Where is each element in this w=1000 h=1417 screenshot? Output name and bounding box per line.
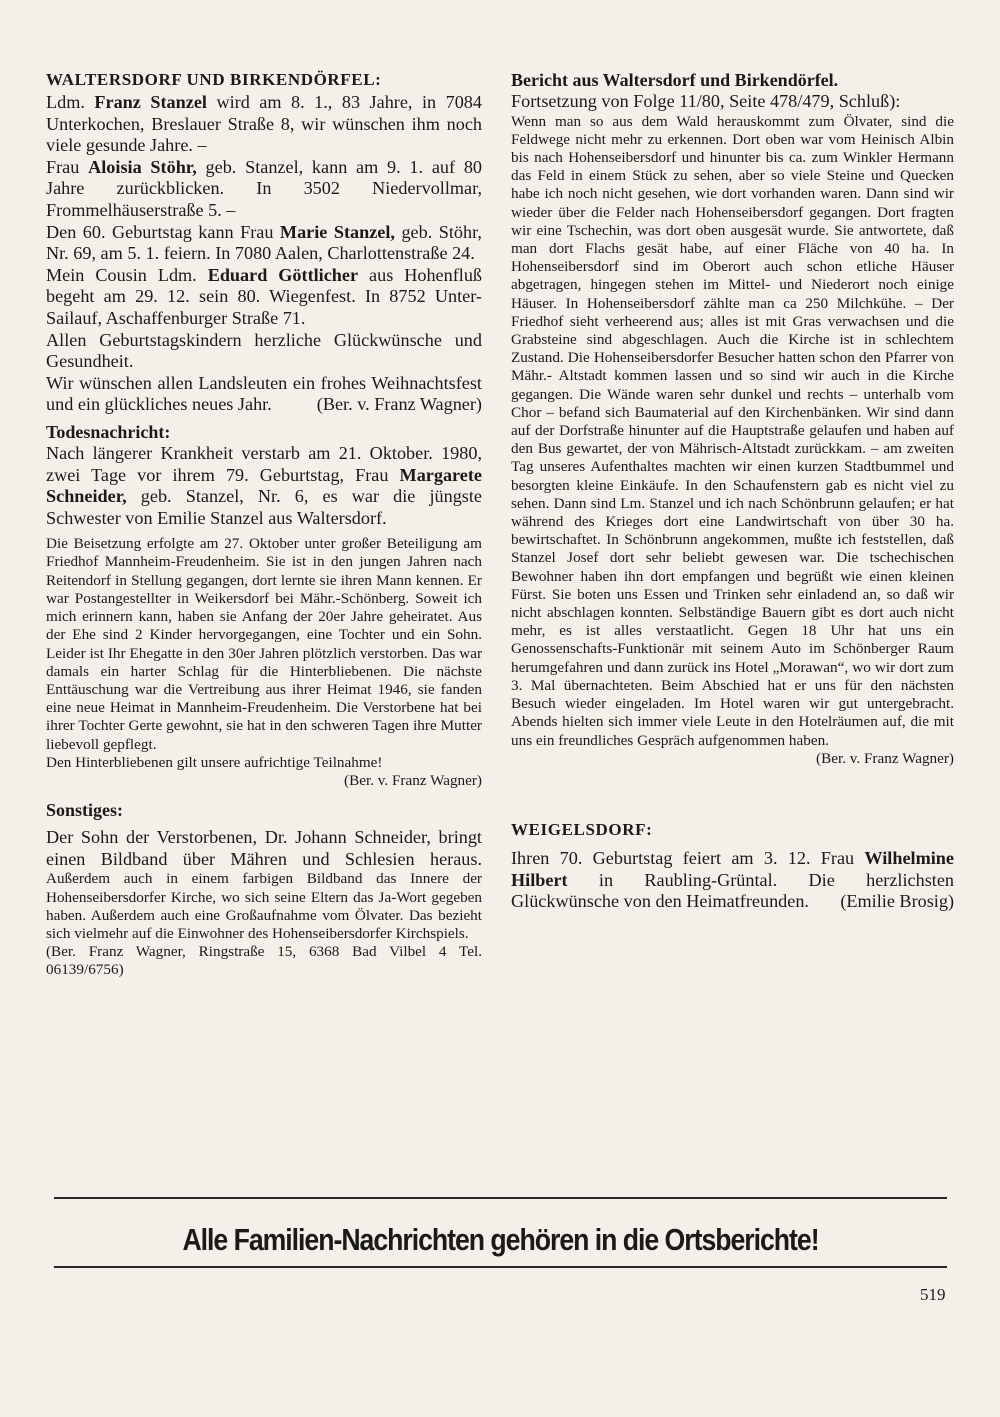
- misc-text: Der Sohn der Verstorbenen, Dr. Johann Schneider, bringt einen Bildband über Mähren und Schlesien heraus. Außerdem auch in einem farbigen Bildband das Innere der Hohenseibersdorfer Kirche, wo sich seine Eltern das Ja-Wort gegeben haben. Außerdem auch eine Großaufnahme vom Ölvater. Das bezieht sich vielmehr auf die Einwohner des Hohenseibersdorfer Kirchspiels.: [46, 827, 482, 942]
- article-title: Bericht aus Waltersdorf und Birkendörfel.: [511, 70, 839, 90]
- section-heading-waltersdorf: WALTERSDORF UND BIRKENDÖRFEL:: [46, 70, 382, 89]
- birthday-entry: Ldm. Franz Stanzel wird am 8. 1., 83 Jahre, in 7084 Unterkochen, Breslauer Straße 8, wir wünschen ihm noch viele gesunde Jahre. –: [46, 92, 482, 156]
- report-credit: (Emilie Brosig): [840, 891, 954, 912]
- birthday-entry: Ihren 70. Geburtstag feiert am 3. 12. Frau Wilhelmine Hilbert in Raubling-Grüntal. Die herzlichsten Glückwünsche von den Heimatfreunden.: [511, 847, 954, 912]
- birthday-entry: Frau Aloisia Stöhr, geb. Stanzel, kann am 9. 1. auf 80 Jahre zurückblicken. In 3502 Niedervollmar, Frommelhäuserstraße 5. –: [46, 156, 483, 220]
- section-heading-death-notice: Todesnachricht:: [46, 421, 171, 442]
- section-heading-misc: Sonstiges:: [46, 800, 124, 821]
- article-body: Wenn man so aus dem Wald herauskommt zum Ölvater, sind die Feldwege nicht mehr zu erkennen. Dort oben war vom Heinisch Albin bis nach Hohenseibersdorf und hinunter bis ca. zum Winkler Hermann das Feld in einem Stück zu sehen, aber so viele Steine und Quecken habe ich noch nicht gesehen, wie dort vorhanden waren. Dann sind wir wieder über die Felder nach Hohenseibersdorf gegangen. Dort fragten wir eine Tschechin, was dort oben ausgesät wurde. Sie antwortete, daß man dort Flachs gesät habe, auf einer Fläche von 40 ha. In Hohenseibersdorf sind im Oberort auch schon etliche Häuser abgetragen, hingegen stehen im Mittel- und Niederort noch einige Häuser. In Hohenseibersdorf zählte man ca 250 Milchkühe. – Der Friedhof sieht verheerend aus; alles ist mit Gras verwachsen und die Grabsteine sind abgeschlagen. Auch die Kirche ist in schlechtem Zustand. Die Hohenseibersdorfer Besucher hatten schon den Pfarrer von Mähr.- Altstadt kommen lassen und so sind wir auch in die Kirche gegangen. Die Wände waren sehr dunkel und rechts – unterhalb vom Chor – befand sich Baumaterial auf den Kirchenbänken. Wir sind dann auf der Dorfstraße hinunter auf die Hauptstraße gelaufen und haben auf den Bus gewartet, der von Mährisch-Altstadt zurückkam. – am zweiten Tag unseres Aufenthaltes machten wir einen kurzen Stadtbummel und besorgten kleine Einkäufe. In den Schaufenstern gab es nicht viel zu sehen. Dann sind Lm. Stanzel und ich nach Schönbrunn gelaufen; er hat während des Krieges dort eine Landwirtschaft von über 30 ha. bewirtschaftet. In Schönbrunn angekommen, mußte ich feststellen, daß Stanzel Josef dort sehr beliebt gewesen war. Die tschechischen Bewohner haben ihn dort empfangen und begrüßt wie einen kleinen Fürst. Sie boten uns Essen und Trinken sehr einladend an, so daß wir nicht abschlagen konnten. Selbständige Bauern gibt es dort auch nicht mehr, es ist alles verstaatlicht. Gegen 18 Uhr hat uns ein Genossenschafts-Funktionär mit seinem Auto im Schönberger Raum herumgefahren und dann zurück ins Hotel „Morawan“, wo wir dort zum 3. Mal übernachteten. Beim Abschied hat er uns für den nächsten Besuch wieder eingeladen. Im Hotel waren wir gut untergebracht. Abends hielten sich immer viele Leute in den Hotelräumen auf, die mit uns ein freundliches Gespräch aufgenommen haben.: [511, 112, 954, 749]
- page-number: 519: [920, 1285, 946, 1304]
- christmas-wishes: Wir wünschen allen Landsleuten ein frohes Weihnachtsfest und ein glückliches neues Jahr.: [46, 372, 482, 415]
- death-notice-lead: Nach längerer Krankheit verstarb am 21. Oktober. 1980, zwei Tage vor ihrem 79. Geburtstag, Frau Margarete Schneider, geb. Stanzel, Nr. 6, es war die jüngste Schwester von Emilie Stanzel aus Waltersdorf.: [46, 442, 482, 528]
- birthday-entry: Den 60. Geburtstag kann Frau Marie Stanzel, geb. Stöhr, Nr. 69, am 5. 1. feiern. In 7080 Aalen, Charlottenstraße 24.: [46, 221, 482, 264]
- left-column: [46, 70, 482, 980]
- footer-banner: Alle Familien-Nachrichten gehören in die Ortsberichte!: [182, 1222, 819, 1257]
- report-credit: (Ber. v. Franz Wagner): [316, 394, 482, 415]
- birthday-wishes: Allen Geburtstagskindern herzliche Glückwünsche und Gesundheit.: [46, 329, 482, 372]
- report-credit: (Ber. Franz Wagner, Ringstraße 15, 6368 Bad Vilbel 4 Tel. 06139/6756): [46, 943, 482, 979]
- divider-bottom: [54, 1266, 947, 1268]
- report-credit: (Ber. v. Franz Wagner): [344, 771, 482, 789]
- divider-top: [54, 1197, 947, 1199]
- report-credit: (Ber. v. Franz Wagner): [816, 749, 954, 767]
- section-heading-weigelsdorf: WEIGELSDORF:: [511, 819, 653, 839]
- article-subtitle: Fortsetzung von Folge 11/80, Seite 478/479, Schluß):: [511, 91, 901, 111]
- death-notice-text: Die Beisetzung erfolgte am 27. Oktober unter großer Beteiligung am Friedhof Mannheim-Freudenheim. Sie ist in den jungen Jahren nach Reitendorf in Stellung gegangen, dort lernte sie ihren Mann kennen. Er war Postangestellter in Weikersdorf bei Mähr.-Schönberg. Soweit ich mich erinnern kann, haben sie Anfang der 20er Jahre geheiratet. Aus der Ehe sind 2 Kinder hervorgegangen, eine Tochter und ein Sohn. Leider ist Ihr Ehegatte in den 30er Jahren plötzlich verstorben. Das war damals ein harter Schlag für die Hinterbliebenen. Die nächste Enttäuschung war die Vertreibung aus ihrer Heimat 1946, sie fanden eine neue Heimat in Mannheim-Freudenheim. Die Verstorbene hat bei ihrer Tochter Gerte gewohnt, sie hat in den schweren Tagen ihre Mutter liebevoll gepflegt.: [46, 535, 482, 753]
- condolence-text: Den Hinterbliebenen gilt unsere aufrichtige Teilnahme!: [46, 753, 383, 771]
- right-column: [511, 70, 954, 913]
- birthday-entry: Mein Cousin Ldm. Eduard Göttlicher aus Hohenfluß begeht am 29. 12. sein 80. Wiegenfest. In 8752 Unter-Sailauf, Aschaffenburger Straße 71.: [46, 264, 483, 328]
